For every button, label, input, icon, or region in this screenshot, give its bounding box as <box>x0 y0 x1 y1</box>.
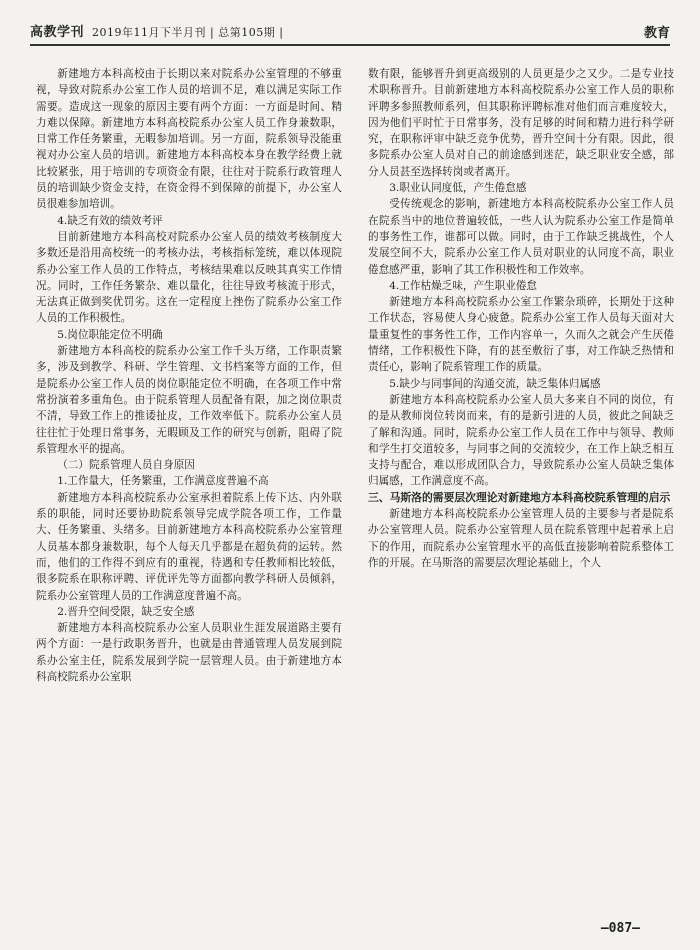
section-heading: 3.职业认同度低，产生倦怠感 <box>389 182 527 195</box>
section-label: 教育 <box>643 26 670 41</box>
page-header <box>30 18 670 46</box>
paragraph: 数有限，能够晋升到更高级别的人员更是少之又少。二是专业技术职称晋升。目前新建地方本科高校院系办公室工作人员的职称评聘多参照教师系列，但其职称评聘标准对他们而言难度较大，因为他们平时忙于日常事务，没有足够的时间和精力进行科学研究，在职称评审中缺乏竞争优势，晋升空间十分有限。因此，很多院系办公室人员对自己的前途感到迷茫，缺乏职业安全感，部分人员甚至选择转岗或者离开。 <box>368 68 674 178</box>
section-heading: 4.缺乏有效的绩效考评 <box>57 214 163 227</box>
section-heading: 4.工作枯燥乏味，产生职业倦怠 <box>389 279 538 292</box>
page-number: —087— <box>600 921 640 936</box>
paragraph: 受传统观念的影响，新建地方本科高校院系办公室工作人员在院系当中的地位普遍较低，一些人认为院系办公室工作是简单的事务性工作，谁都可以做。同时，由于工作缺乏挑战性，个人发展空间不大，院系办公室工作人员对职业的认同度不高，职业倦怠感严重，影响了其工作积极性和工作效率。 <box>368 198 674 276</box>
paragraph: 新建地方本科高校院系办公室人员大多来自不同的岗位，有的是从教师岗位转岗而来，有的是新引进的人员，彼此之间缺乏了解和沟通。同时，院系办公室工作人员在工作中与领导、教师和学生打交道较多，与同事之间的交流较少，在工作上缺乏相互支持与配合，难以形成团队合力，导致院系办公室人员缺乏集体归属感，工作满意度不高。 <box>368 393 674 488</box>
section-heading: 5.缺少与同事间的沟通交流，缺乏集体归属感 <box>389 377 601 390</box>
left-column <box>36 66 342 685</box>
paragraph: 新建地方本科高校院系办公室承担着院系上传下达、内外联系的职能，同时还要协助院系领导完成学院各项工作，工作量大、任务繁重、头绪多。目前新建地方本科高校院系办公室管理人员基本都身兼数职，每个人每天几乎都是在超负荷的运转。然而，他们的工作得不到应有的重视，待遇和专任教师相比较低，很多院系在职称评聘、评优评先等方面都向教学科研人员倾斜，院系办公室管理人员的工作满意度普遍不高。 <box>36 491 342 602</box>
section-heading: 5.岗位职能定位不明确 <box>57 328 163 341</box>
journal-info <box>30 21 283 44</box>
paragraph: 新建地方本科高校院系办公室人员职业生涯发展道路主要有两个方面：一是行政职务晋升，也就是由普通管理人员发展到院系办公室主任，院系发展到学院一层管理人员。由于新建地方本科高校院系办公室职 <box>36 622 342 683</box>
section-heading: 2.晋升空间受限，缺乏安全感 <box>57 605 195 618</box>
journal-brand: 高教学刊 <box>30 25 85 40</box>
section-heading: （二）院系管理人员自身原因 <box>57 459 195 472</box>
paragraph: 新建地方本科高校院系办公室工作繁杂琐碎，长期处于这种工作状态，容易使人身心疲惫。院系办公室工作人员每天面对大量重复性的事务性工作，工作内容单一，久而久之就会产生厌倦情绪，工作积极性下降，有的甚至敷衍了事，对工作缺乏热情和责任心，影响了院系管理工作的质量。 <box>368 296 674 374</box>
section-heading: 三、马斯洛的需要层次理论对新建地方本科高校院系管理的启示 <box>368 490 671 504</box>
paragraph: 目前新建地方本科高校对院系办公室人员的绩效考核制度大多数还是沿用高校统一的考核办法，考核指标笼统，难以体现院系办公室工作人员的工作特点，考核结果难以反映其真实工作情况。同时，工作任务繁杂、难以量化，往往导致考核流于形式，无法真正做到奖优罚劣。这在一定程度上挫伤了院系办公室工作人员的工作积极性。 <box>36 230 342 325</box>
right-column <box>368 66 674 571</box>
paragraph: 新建地方本科高校院系办公室管理人员的主要参与者是院系办公室管理人员。院系办公室管理人员在院系管理中起着承上启下的作用，而院系办公室管理水平的高低直接影响着院系整体工作的开展。在马斯洛的需要层次理论基础上，个人 <box>368 508 674 569</box>
issue-info: 2019年11月下半月刊 | 总第105期 | <box>92 26 284 39</box>
paragraph: 新建地方本科高校由于长期以来对院系办公室管理的不够重视，导致对院系办公室工作人员的培训不足，难以满足实际工作需要。造成这一现象的原因主要有两个方面：一方面是时间、精力难以保障。新建地方本科高校院系办公室人员工作身兼数职，日常工作任务繁重，无暇参加培训。另一方面，院系领导没能重视对办公室人员的培训。新建地方本科高校本身在教学经费上就比较紧张，用于培训的专项资金有限，往往对于院系行政管理人员的培训缺少资金支持，在资金得不到保障的前提下，办公室人员很难参加培训。 <box>36 68 342 211</box>
section-heading: 1.工作量大，任务繁重，工作满意度普遍不高 <box>57 475 269 488</box>
paragraph: 新建地方本科高校的院系办公室工作千头万绪，工作职责繁多，涉及到教学、科研、学生管理、文书档案等方面的工作，但是院系办公室工作人员的岗位职能定位不明确，在各项工作中常常扮演着多重角色。由于院系管理人员配备有限，加之岗位职责不清，导致工作上的推诿扯皮，工作效率低下。院系办公室人员往往忙于处理日常事务，无暇顾及工作的研究与创新，阻碍了院系管理水平的提高。 <box>36 345 342 455</box>
